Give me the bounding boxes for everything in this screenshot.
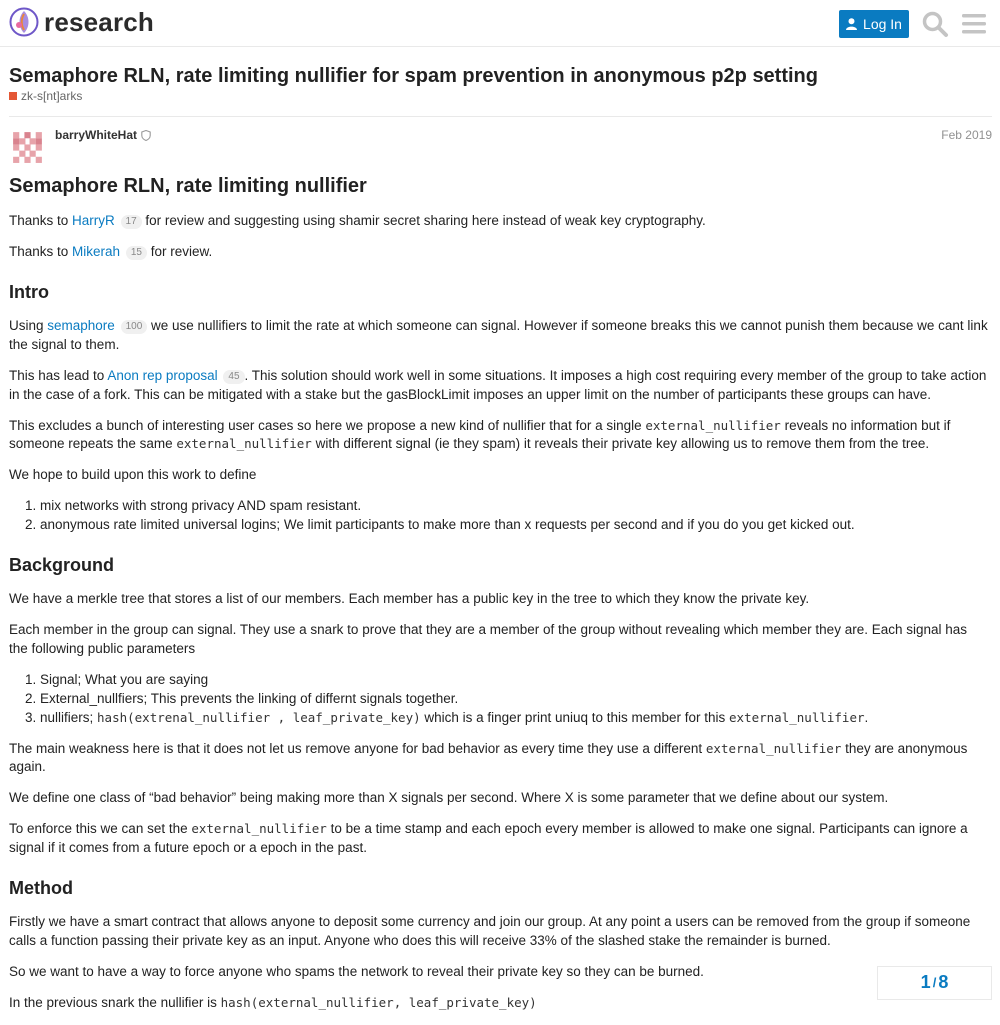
list-item: 3. nullifiers; hash(extrenal_nullifier , leaf_private_key) which is a finger print uniuq to this member for this external_nullifier. bbox=[40, 709, 989, 728]
intro-list bbox=[9, 497, 989, 535]
mention-link[interactable]: HarryR bbox=[72, 213, 115, 228]
post-author[interactable] bbox=[55, 127, 151, 144]
title-divider bbox=[9, 116, 992, 117]
inline-code: external_nullifier bbox=[729, 709, 865, 725]
intro-paragraph-4: We hope to build upon this work to define bbox=[9, 467, 257, 483]
post-heading: Semaphore RLN, rate limiting nullifier bbox=[9, 175, 367, 197]
semaphore-link[interactable]: semaphore bbox=[47, 317, 115, 333]
author-name: barryWhiteHat bbox=[55, 128, 138, 142]
list-item: 2. External_nullfiers; This prevents the linking of differnt signals together. bbox=[40, 690, 989, 709]
intro-paragraph-3: This excludes a bunch of interesting user cases so here we propose a new kind of nullifier that for a single external_nullifier reveals no information but if someone repeats the same external_nullifier with different signal (ie they spam) it reveals their private key allowing us to remove them from the tree. bbox=[9, 417, 951, 452]
background-paragraph-2: Each member in the group can signal. They use a snark to prove that they are a member of the group without revealing which member they are. Each signal has the following public parameters bbox=[9, 622, 968, 656]
mention-link[interactable]: Mikerah bbox=[72, 243, 121, 259]
post-date[interactable]: Feb 2019 bbox=[941, 128, 992, 142]
list-item: 2. anonymous rate limited universal logins; We limit participants to make more than x requests per second and if you do you get kicked out. bbox=[40, 516, 989, 535]
list-item: 1. Signal; What you are saying bbox=[40, 671, 989, 690]
inline-code: hash(extrenal_nullifier , leaf_private_key) bbox=[97, 709, 421, 725]
category-badge[interactable] bbox=[9, 88, 82, 105]
post-body bbox=[9, 172, 989, 1025]
click-count-badge: 17 bbox=[121, 215, 142, 229]
inline-code: hash(external_nullifier, leaf_private_key) bbox=[220, 994, 537, 1010]
topic-title[interactable]: Semaphore RLN, rate limiting nullifier for spam prevention in anonymous p2p setting bbox=[9, 65, 818, 87]
category-color-square bbox=[9, 92, 17, 100]
login-label: Log In bbox=[863, 16, 902, 32]
shield-icon bbox=[141, 130, 151, 141]
background-paragraph-3: The main weakness here is that it does not let us remove anyone for bad behavior as every time they use a different external_nullifier they are anonymous again. bbox=[9, 740, 968, 775]
background-paragraph-5: To enforce this we can set the external_nullifier to be a time stamp and each epoch every member is allowed to make one signal. Participants can ignore a signal if it comes from a future epoch or a epoch in the past. bbox=[9, 821, 968, 856]
inline-code: external_nullifier bbox=[705, 740, 842, 756]
inline-code: external_nullifier bbox=[176, 436, 312, 452]
intro-paragraph-2: This has lead to Anon rep proposal 45 . This solution should work well in some situations. It imposes a high cost requiring every member of the group to take action in the case of a fork. This can be mitigated with a stake but the gasBlockLimit imposes an upper limit on the number of participants these groups can have. bbox=[9, 367, 987, 402]
list-item: 1. mix networks with strong privacy AND spam resistant. bbox=[40, 497, 989, 516]
section-heading-background: Background bbox=[9, 554, 115, 575]
category-label: zk-s[nt]arks bbox=[21, 89, 83, 103]
hamburger-menu-icon[interactable] bbox=[960, 10, 988, 38]
intro-paragraph-1: Using semaphore 100 we use nullifiers to limit the rate at which someone can signal. However if someone breaks this we cannot punish them because we cant link the signal to them. bbox=[9, 317, 988, 352]
progress-total: 8 bbox=[938, 972, 949, 993]
site-brand[interactable]: research bbox=[44, 7, 155, 37]
progress-current: 1 bbox=[920, 972, 931, 993]
click-count-badge: 100 bbox=[121, 320, 148, 334]
click-count-badge: 15 bbox=[126, 246, 147, 260]
inline-code: external_nullifier bbox=[191, 821, 327, 837]
section-heading-method: Method bbox=[9, 877, 73, 898]
thanks-paragraph-1: Thanks to HarryR 17 for review and suggesting using shamir secret sharing here instead of weak key cryptography. bbox=[9, 213, 706, 228]
method-paragraph-2: So we want to have a way to force anyone who spams the network to reveal their private key so they can be burned. bbox=[9, 963, 704, 979]
thanks-paragraph-2: Thanks to Mikerah 15 for review. bbox=[9, 243, 213, 259]
background-paragraph-4: We define one class of “bad behavior” being making more than X signals per second. Where X is some parameter that we define about our system. bbox=[9, 790, 889, 806]
click-count-badge: 45 bbox=[223, 370, 244, 384]
background-paragraph-1: We have a merkle tree that stores a list of our members. Each member has a public key in the tree to which they know the private key. bbox=[9, 591, 810, 607]
research-logo-icon[interactable] bbox=[9, 7, 39, 37]
anon-rep-link[interactable]: Anon rep proposal bbox=[107, 367, 218, 383]
inline-code: external_nullifier bbox=[645, 417, 781, 433]
user-icon bbox=[846, 18, 857, 30]
login-button[interactable] bbox=[839, 10, 909, 38]
parameters-list bbox=[9, 671, 989, 728]
progress-separator: / bbox=[932, 974, 937, 990]
section-heading-intro: Intro bbox=[9, 281, 49, 302]
topic-progress[interactable] bbox=[877, 966, 992, 1000]
search-icon[interactable] bbox=[921, 10, 949, 38]
method-paragraph-1: Firstly we have a smart contract that allows anyone to deposit some currency and join our group. At any point a users can be removed from the group if someone calls a function passing their private key as an input. Anyone who does this will receive 33% of the slashed stake the remainder is burned. bbox=[9, 914, 971, 949]
method-paragraph-3: In the previous snark the nullifier is hash(external_nullifier, leaf_private_key) bbox=[9, 994, 537, 1010]
site-header bbox=[0, 0, 1000, 47]
avatar[interactable] bbox=[9, 128, 46, 165]
